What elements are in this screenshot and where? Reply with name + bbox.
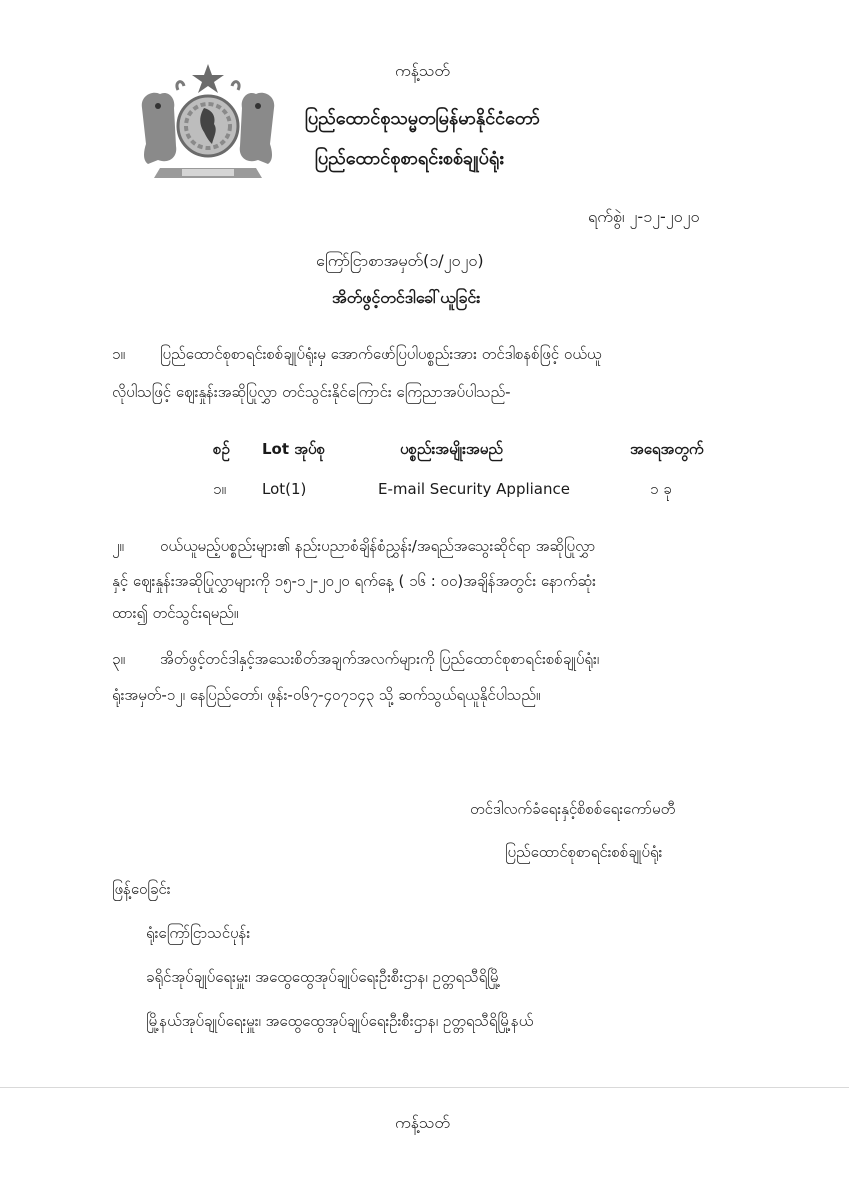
distribution-heading: ဖြန့်ဝေခြင်း (112, 880, 171, 898)
para1-line1: ပြည်ထောင်စုစာရင်းစစ်ချုပ်ရုံးမှ အောက်ဖော်ပြပါပစ္စည်းအား တင်ဒါစနစ်ဖြင့် ဝယ်ယူ (160, 345, 602, 363)
table-header-lot: Lot အုပ်စု (262, 440, 326, 458)
table-cell-no: ၁။ (213, 480, 226, 498)
signature-committee: တင်ဒါလက်ခံရေးနှင့်စိစစ်ရေးကော်မတီ (470, 800, 676, 818)
distribution-item: ခရိုင်အုပ်ချုပ်ရေးမှူး၊ အထွေထွေအုပ်ချုပ်ရေးဦးစီးဌာန၊ ဥတ္တရသီရိမြို့ (146, 968, 501, 986)
table-cell-item: E-mail Security Appliance (378, 480, 570, 498)
para1-number: ၁။ (112, 345, 125, 363)
para3-line1: အိတ်ဖွင့်တင်ဒါနှင့်အသေးစိတ်အချက်အလက်များကို ပြည်ထောင်စုစာရင်းစစ်ချုပ်ရုံး၊ (160, 650, 600, 668)
table-header-qty: အရေအတွက် (630, 440, 704, 458)
office-title: ပြည်ထောင်စုစာရင်းစစ်ချုပ်ရုံး (315, 148, 504, 169)
date: ရက်စွဲ၊ ၂-၁၂-၂၀၂၀ (588, 207, 700, 226)
para3-line2: ရုံးအမှတ်-၁၂၊ နေပြည်တော်၊ ဖုန်း-၀၆၇-၄၀၇၁၄၃ သို့ ဆက်သွယ်ရယူနိုင်ပါသည်။ (112, 686, 541, 704)
distribution-item: မြို့နယ်အုပ်ချုပ်ရေးမှူး၊ အထွေထွေအုပ်ချုပ်ရေးဦးစီးဌာန၊ ဥတ္တရသီရိမြို့နယ် (146, 1012, 534, 1030)
signature-office: ပြည်ထောင်စုစာရင်းစစ်ချုပ်ရုံး (505, 843, 663, 861)
distribution-item: ရုံးကြော်ငြာသင်ပုန်း (146, 924, 251, 942)
table-header-item: ပစ္စည်းအမျိုးအမည် (400, 440, 503, 458)
notice-number: ကြော်ငြာစာအမှတ်(၁/၂၀၂၀) (316, 251, 484, 270)
para3-number: ၃။ (112, 650, 125, 668)
para2-number: ၂။ (112, 537, 124, 555)
para2-line2: နှင့် ဈေးနှုန်းအဆိုပြုလွှာများကို ၁၅-၁၂-၂၀၂၀ ရက်နေ့ ( ၁၆ : ၀၀)အချိန်အတွင်း နောက်ဆုံး (112, 572, 596, 590)
notice-subject: အိတ်ဖွင့်တင်ဒါခေါ်ယူခြင်း (332, 288, 481, 307)
footer-divider (0, 1087, 849, 1088)
classification-bottom: ကန့်သတ် (395, 1113, 450, 1132)
para2-line1: ဝယ်ယူမည့်ပစ္စည်းများ၏ နည်းပညာစံချိန်စံညွှန်း/အရည်အသွေးဆိုင်ရာ အဆိုပြုလွှာ (160, 537, 596, 555)
table-cell-lot: Lot(1) (262, 480, 307, 498)
table-cell-qty: ၁ ခု (650, 480, 672, 498)
state-seal-emblem (134, 60, 282, 190)
table-header-no: စဉ် (213, 440, 230, 458)
para1-line2: လိုပါသဖြင့် ဈေးနှုန်းအဆိုပြုလွှာ တင်သွင်းနိုင်ကြောင်း ကြေညာအပ်ပါသည်- (112, 383, 511, 401)
country-title: ပြည်ထောင်စုသမ္မတမြန်မာနိုင်ငံတော် (305, 108, 540, 129)
classification-top: ကန့်သတ် (395, 61, 450, 80)
para2-line3: ထား၍ တင်သွင်းရမည်။ (112, 604, 239, 622)
